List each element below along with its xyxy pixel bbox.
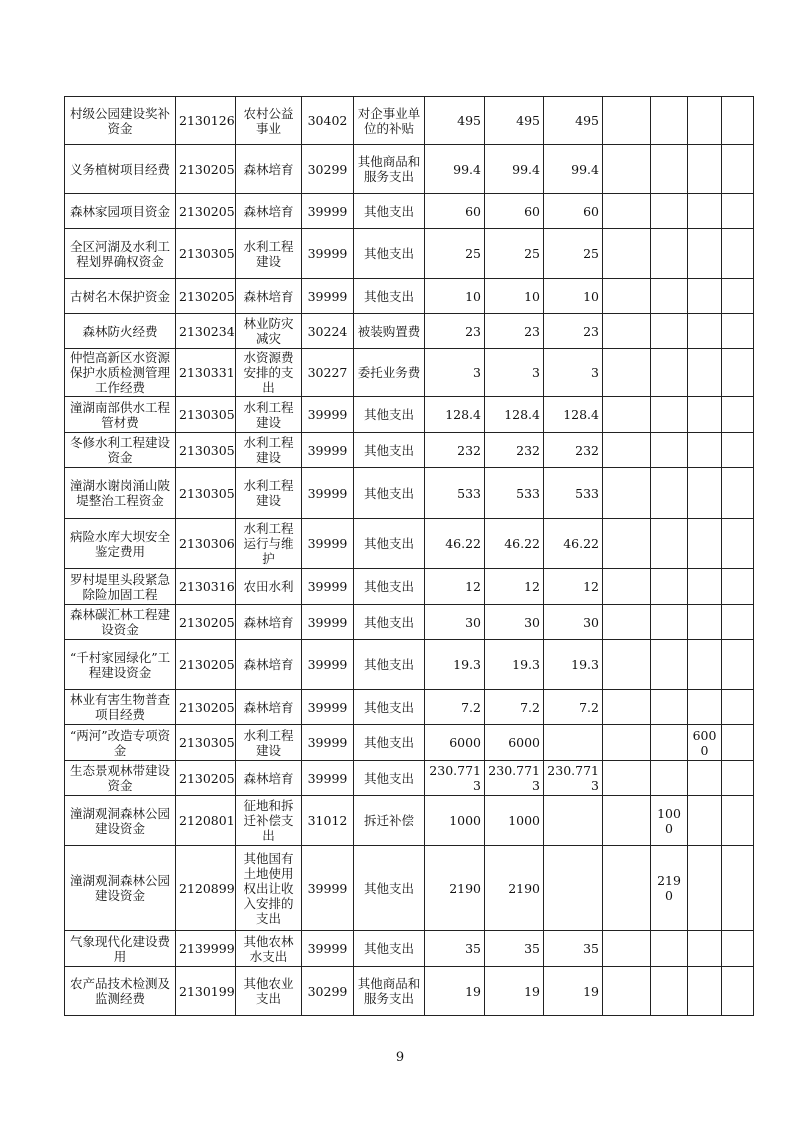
column-12-cell (722, 569, 754, 605)
function-code-cell: 2130205 (176, 761, 236, 796)
column-12-cell (722, 97, 754, 145)
total-amount-cell: 533 (425, 468, 485, 519)
total-amount-cell: 2190 (425, 846, 485, 931)
table-row (65, 279, 754, 314)
column-10-cell (651, 761, 688, 796)
project-name-cell: 冬修水利工程建设资金 (65, 433, 176, 468)
table-row (65, 569, 754, 605)
subtotal-amount-cell: 230.7713 (485, 761, 544, 796)
general-budget-cell: 46.22 (544, 519, 603, 569)
column-11-cell (688, 397, 722, 433)
column-9-cell (603, 397, 651, 433)
project-name-cell: 潼湖水谢岗涌山陂堤整治工程资金 (65, 468, 176, 519)
economic-code-cell: 30224 (302, 314, 354, 349)
subtotal-amount-cell: 6000 (485, 725, 544, 761)
general-budget-cell: 99.4 (544, 145, 603, 194)
column-9-cell (603, 931, 651, 967)
economic-code-cell: 30227 (302, 349, 354, 397)
project-name-cell: 潼湖观洞森林公园建设资金 (65, 846, 176, 931)
column-10-cell (651, 145, 688, 194)
column-12-cell (722, 314, 754, 349)
economic-type-cell: 其他支出 (354, 519, 425, 569)
table-row (65, 433, 754, 468)
economic-type-cell: 其他支出 (354, 433, 425, 468)
function-name-cell: 征地和拆迁补偿支出 (236, 796, 302, 846)
total-amount-cell: 1000 (425, 796, 485, 846)
table-row (65, 931, 754, 967)
column-9-cell (603, 349, 651, 397)
general-budget-cell: 19.3 (544, 640, 603, 690)
column-10-cell (651, 194, 688, 229)
column-10-cell (651, 725, 688, 761)
general-budget-cell (544, 846, 603, 931)
function-name-cell: 水资源费安排的支出 (236, 349, 302, 397)
subtotal-amount-cell: 46.22 (485, 519, 544, 569)
table-body (65, 97, 754, 1016)
function-code-cell: 2130305 (176, 725, 236, 761)
column-9-cell (603, 640, 651, 690)
function-name-cell: 森林培育 (236, 761, 302, 796)
column-12-cell (722, 229, 754, 279)
general-budget-cell: 128.4 (544, 397, 603, 433)
project-name-cell: 潼湖南部供水工程管材费 (65, 397, 176, 433)
column-12-cell (722, 519, 754, 569)
project-name-cell: 潼湖观洞森林公园建设资金 (65, 796, 176, 846)
column-12-cell (722, 640, 754, 690)
general-budget-cell: 533 (544, 468, 603, 519)
general-budget-cell: 19 (544, 967, 603, 1016)
general-budget-cell: 3 (544, 349, 603, 397)
table-row (65, 468, 754, 519)
table-row (65, 605, 754, 640)
total-amount-cell: 12 (425, 569, 485, 605)
total-amount-cell: 128.4 (425, 397, 485, 433)
column-10-cell (651, 605, 688, 640)
general-budget-cell: 12 (544, 569, 603, 605)
economic-type-cell: 其他支出 (354, 690, 425, 725)
economic-code-cell: 39999 (302, 468, 354, 519)
economic-code-cell: 39999 (302, 690, 354, 725)
project-name-cell: 罗村堤里头段紧急除险加固工程 (65, 569, 176, 605)
function-name-cell: 水利工程建设 (236, 468, 302, 519)
column-11-cell (688, 279, 722, 314)
function-code-cell: 2130305 (176, 433, 236, 468)
function-code-cell: 2130305 (176, 468, 236, 519)
column-9-cell (603, 194, 651, 229)
function-name-cell: 水利工程运行与维护 (236, 519, 302, 569)
column-12-cell (722, 145, 754, 194)
column-10-cell (651, 967, 688, 1016)
economic-code-cell: 30402 (302, 97, 354, 145)
column-11-cell (688, 194, 722, 229)
column-9-cell (603, 468, 651, 519)
total-amount-cell: 3 (425, 349, 485, 397)
column-9-cell (603, 796, 651, 846)
total-amount-cell: 6000 (425, 725, 485, 761)
column-11-cell (688, 931, 722, 967)
function-name-cell: 林业防灾减灾 (236, 314, 302, 349)
economic-type-cell: 其他支出 (354, 279, 425, 314)
function-code-cell: 2130205 (176, 690, 236, 725)
column-11-cell (688, 519, 722, 569)
column-12-cell (722, 931, 754, 967)
economic-code-cell: 39999 (302, 433, 354, 468)
column-12-cell (722, 349, 754, 397)
function-name-cell: 森林培育 (236, 640, 302, 690)
column-10-cell (651, 468, 688, 519)
economic-type-cell: 其他支出 (354, 725, 425, 761)
table-row (65, 796, 754, 846)
column-10-cell (651, 640, 688, 690)
column-11-cell (688, 690, 722, 725)
function-name-cell: 其他国有土地使用权出让收入安排的支出 (236, 846, 302, 931)
total-amount-cell: 46.22 (425, 519, 485, 569)
column-10-cell (651, 433, 688, 468)
column-11-cell (688, 846, 722, 931)
column-11-cell (688, 569, 722, 605)
column-12-cell (722, 397, 754, 433)
project-name-cell: 森林防火经费 (65, 314, 176, 349)
economic-type-cell: 其他支出 (354, 229, 425, 279)
economic-type-cell: 其他支出 (354, 569, 425, 605)
column-10-cell: 1000 (651, 796, 688, 846)
column-11-cell (688, 349, 722, 397)
subtotal-amount-cell: 35 (485, 931, 544, 967)
project-name-cell: 全区河湖及水利工程划界确权资金 (65, 229, 176, 279)
economic-type-cell: 其他支出 (354, 846, 425, 931)
function-code-cell: 2130205 (176, 640, 236, 690)
column-11-cell (688, 433, 722, 468)
column-11-cell: 6000 (688, 725, 722, 761)
column-9-cell (603, 846, 651, 931)
function-name-cell: 森林培育 (236, 194, 302, 229)
column-9-cell (603, 725, 651, 761)
column-11-cell (688, 640, 722, 690)
economic-type-cell: 其他支出 (354, 931, 425, 967)
general-budget-cell (544, 725, 603, 761)
subtotal-amount-cell: 25 (485, 229, 544, 279)
table-row (65, 967, 754, 1016)
table-row (65, 314, 754, 349)
economic-code-cell: 39999 (302, 761, 354, 796)
budget-table (64, 96, 754, 1016)
column-12-cell (722, 967, 754, 1016)
column-12-cell (722, 194, 754, 229)
project-name-cell: 义务植树项目经费 (65, 145, 176, 194)
subtotal-amount-cell: 495 (485, 97, 544, 145)
project-name-cell: “千村家园绿化”工程建设资金 (65, 640, 176, 690)
function-code-cell: 2130205 (176, 145, 236, 194)
total-amount-cell: 19 (425, 967, 485, 1016)
subtotal-amount-cell: 19.3 (485, 640, 544, 690)
total-amount-cell: 25 (425, 229, 485, 279)
table-row (65, 640, 754, 690)
table-row (65, 761, 754, 796)
economic-code-cell: 39999 (302, 397, 354, 433)
subtotal-amount-cell: 232 (485, 433, 544, 468)
function-name-cell: 农田水利 (236, 569, 302, 605)
economic-type-cell: 其他商品和服务支出 (354, 967, 425, 1016)
subtotal-amount-cell: 3 (485, 349, 544, 397)
column-11-cell (688, 97, 722, 145)
project-name-cell: 生态景观林带建设资金 (65, 761, 176, 796)
economic-type-cell: 其他商品和服务支出 (354, 145, 425, 194)
function-code-cell: 2130305 (176, 229, 236, 279)
column-12-cell (722, 796, 754, 846)
column-9-cell (603, 605, 651, 640)
function-name-cell: 森林培育 (236, 690, 302, 725)
column-12-cell (722, 468, 754, 519)
function-code-cell: 2130331 (176, 349, 236, 397)
function-code-cell: 2130305 (176, 397, 236, 433)
function-name-cell: 水利工程建设 (236, 397, 302, 433)
column-12-cell (722, 725, 754, 761)
function-code-cell: 2130205 (176, 605, 236, 640)
economic-code-cell: 39999 (302, 194, 354, 229)
column-12-cell (722, 605, 754, 640)
table-row (65, 397, 754, 433)
function-name-cell: 水利工程建设 (236, 725, 302, 761)
economic-code-cell: 30299 (302, 145, 354, 194)
column-10-cell (651, 279, 688, 314)
function-code-cell: 2130306 (176, 519, 236, 569)
function-name-cell: 水利工程建设 (236, 229, 302, 279)
function-code-cell: 2130205 (176, 194, 236, 229)
project-name-cell: 古树名木保护资金 (65, 279, 176, 314)
column-10-cell (651, 519, 688, 569)
economic-code-cell: 39999 (302, 569, 354, 605)
economic-type-cell: 其他支出 (354, 397, 425, 433)
column-9-cell (603, 314, 651, 349)
table-row (65, 194, 754, 229)
total-amount-cell: 23 (425, 314, 485, 349)
economic-code-cell: 39999 (302, 605, 354, 640)
function-code-cell: 2130234 (176, 314, 236, 349)
subtotal-amount-cell: 23 (485, 314, 544, 349)
column-9-cell (603, 433, 651, 468)
function-name-cell: 森林培育 (236, 145, 302, 194)
column-10-cell (651, 931, 688, 967)
column-10-cell (651, 229, 688, 279)
column-9-cell (603, 519, 651, 569)
general-budget-cell: 10 (544, 279, 603, 314)
function-name-cell: 水利工程建设 (236, 433, 302, 468)
subtotal-amount-cell: 7.2 (485, 690, 544, 725)
column-12-cell (722, 279, 754, 314)
economic-type-cell: 拆迁补偿 (354, 796, 425, 846)
function-code-cell: 2120801 (176, 796, 236, 846)
general-budget-cell: 60 (544, 194, 603, 229)
column-11-cell (688, 967, 722, 1016)
table-row (65, 145, 754, 194)
total-amount-cell: 230.7713 (425, 761, 485, 796)
project-name-cell: 病险水库大坝安全鉴定费用 (65, 519, 176, 569)
column-9-cell (603, 569, 651, 605)
function-code-cell: 2130205 (176, 279, 236, 314)
subtotal-amount-cell: 1000 (485, 796, 544, 846)
column-10-cell (651, 314, 688, 349)
project-name-cell: “两河”改造专项资金 (65, 725, 176, 761)
page-number: 9 (395, 1050, 405, 1065)
total-amount-cell: 19.3 (425, 640, 485, 690)
subtotal-amount-cell: 128.4 (485, 397, 544, 433)
table-row (65, 97, 754, 145)
column-11-cell (688, 761, 722, 796)
function-code-cell: 2130199 (176, 967, 236, 1016)
column-9-cell (603, 145, 651, 194)
general-budget-cell (544, 796, 603, 846)
subtotal-amount-cell: 99.4 (485, 145, 544, 194)
column-11-cell (688, 145, 722, 194)
column-11-cell (688, 314, 722, 349)
economic-type-cell: 被装购置费 (354, 314, 425, 349)
column-11-cell (688, 468, 722, 519)
subtotal-amount-cell: 2190 (485, 846, 544, 931)
column-9-cell (603, 97, 651, 145)
column-12-cell (722, 761, 754, 796)
general-budget-cell: 25 (544, 229, 603, 279)
column-9-cell (603, 967, 651, 1016)
function-name-cell: 其他农林水支出 (236, 931, 302, 967)
general-budget-cell: 30 (544, 605, 603, 640)
column-10-cell (651, 690, 688, 725)
column-10-cell: 2190 (651, 846, 688, 931)
project-name-cell: 气象现代化建设费用 (65, 931, 176, 967)
subtotal-amount-cell: 30 (485, 605, 544, 640)
project-name-cell: 森林碳汇林工程建设资金 (65, 605, 176, 640)
general-budget-cell: 35 (544, 931, 603, 967)
column-12-cell (722, 690, 754, 725)
subtotal-amount-cell: 12 (485, 569, 544, 605)
column-10-cell (651, 97, 688, 145)
column-9-cell (603, 279, 651, 314)
function-code-cell: 2130126 (176, 97, 236, 145)
economic-code-cell: 39999 (302, 725, 354, 761)
economic-type-cell: 其他支出 (354, 761, 425, 796)
column-9-cell (603, 690, 651, 725)
subtotal-amount-cell: 60 (485, 194, 544, 229)
economic-type-cell: 对企事业单位的补贴 (354, 97, 425, 145)
total-amount-cell: 7.2 (425, 690, 485, 725)
column-11-cell (688, 796, 722, 846)
table-row (65, 229, 754, 279)
column-10-cell (651, 397, 688, 433)
column-9-cell (603, 229, 651, 279)
economic-code-cell: 39999 (302, 846, 354, 931)
column-10-cell (651, 569, 688, 605)
general-budget-cell: 230.7713 (544, 761, 603, 796)
total-amount-cell: 495 (425, 97, 485, 145)
column-9-cell (603, 761, 651, 796)
total-amount-cell: 99.4 (425, 145, 485, 194)
table-row (65, 349, 754, 397)
subtotal-amount-cell: 10 (485, 279, 544, 314)
economic-code-cell: 39999 (302, 519, 354, 569)
project-name-cell: 村级公园建设奖补资金 (65, 97, 176, 145)
function-name-cell: 森林培育 (236, 605, 302, 640)
economic-type-cell: 其他支出 (354, 640, 425, 690)
general-budget-cell: 23 (544, 314, 603, 349)
project-name-cell: 仲恺高新区水资源保护水质检测管理工作经费 (65, 349, 176, 397)
project-name-cell: 林业有害生物普查项目经费 (65, 690, 176, 725)
total-amount-cell: 232 (425, 433, 485, 468)
economic-code-cell: 39999 (302, 279, 354, 314)
economic-code-cell: 31012 (302, 796, 354, 846)
total-amount-cell: 35 (425, 931, 485, 967)
column-10-cell (651, 349, 688, 397)
project-name-cell: 农产品技术检测及监测经费 (65, 967, 176, 1016)
economic-type-cell: 其他支出 (354, 468, 425, 519)
economic-type-cell: 其他支出 (354, 194, 425, 229)
economic-type-cell: 委托业务费 (354, 349, 425, 397)
project-name-cell: 森林家园项目资金 (65, 194, 176, 229)
column-11-cell (688, 605, 722, 640)
subtotal-amount-cell: 533 (485, 468, 544, 519)
subtotal-amount-cell: 19 (485, 967, 544, 1016)
function-name-cell: 其他农业支出 (236, 967, 302, 1016)
table-row (65, 846, 754, 931)
function-name-cell: 农村公益事业 (236, 97, 302, 145)
function-code-cell: 2130316 (176, 569, 236, 605)
function-name-cell: 森林培育 (236, 279, 302, 314)
table-row (65, 725, 754, 761)
economic-type-cell: 其他支出 (354, 605, 425, 640)
economic-code-cell: 39999 (302, 229, 354, 279)
economic-code-cell: 30299 (302, 967, 354, 1016)
function-code-cell: 2120899 (176, 846, 236, 931)
total-amount-cell: 10 (425, 279, 485, 314)
function-code-cell: 2139999 (176, 931, 236, 967)
total-amount-cell: 30 (425, 605, 485, 640)
general-budget-cell: 7.2 (544, 690, 603, 725)
general-budget-cell: 495 (544, 97, 603, 145)
economic-code-cell: 39999 (302, 640, 354, 690)
table-row (65, 690, 754, 725)
total-amount-cell: 60 (425, 194, 485, 229)
column-12-cell (722, 846, 754, 931)
column-12-cell (722, 433, 754, 468)
table-row (65, 519, 754, 569)
economic-code-cell: 39999 (302, 931, 354, 967)
general-budget-cell: 232 (544, 433, 603, 468)
column-11-cell (688, 229, 722, 279)
